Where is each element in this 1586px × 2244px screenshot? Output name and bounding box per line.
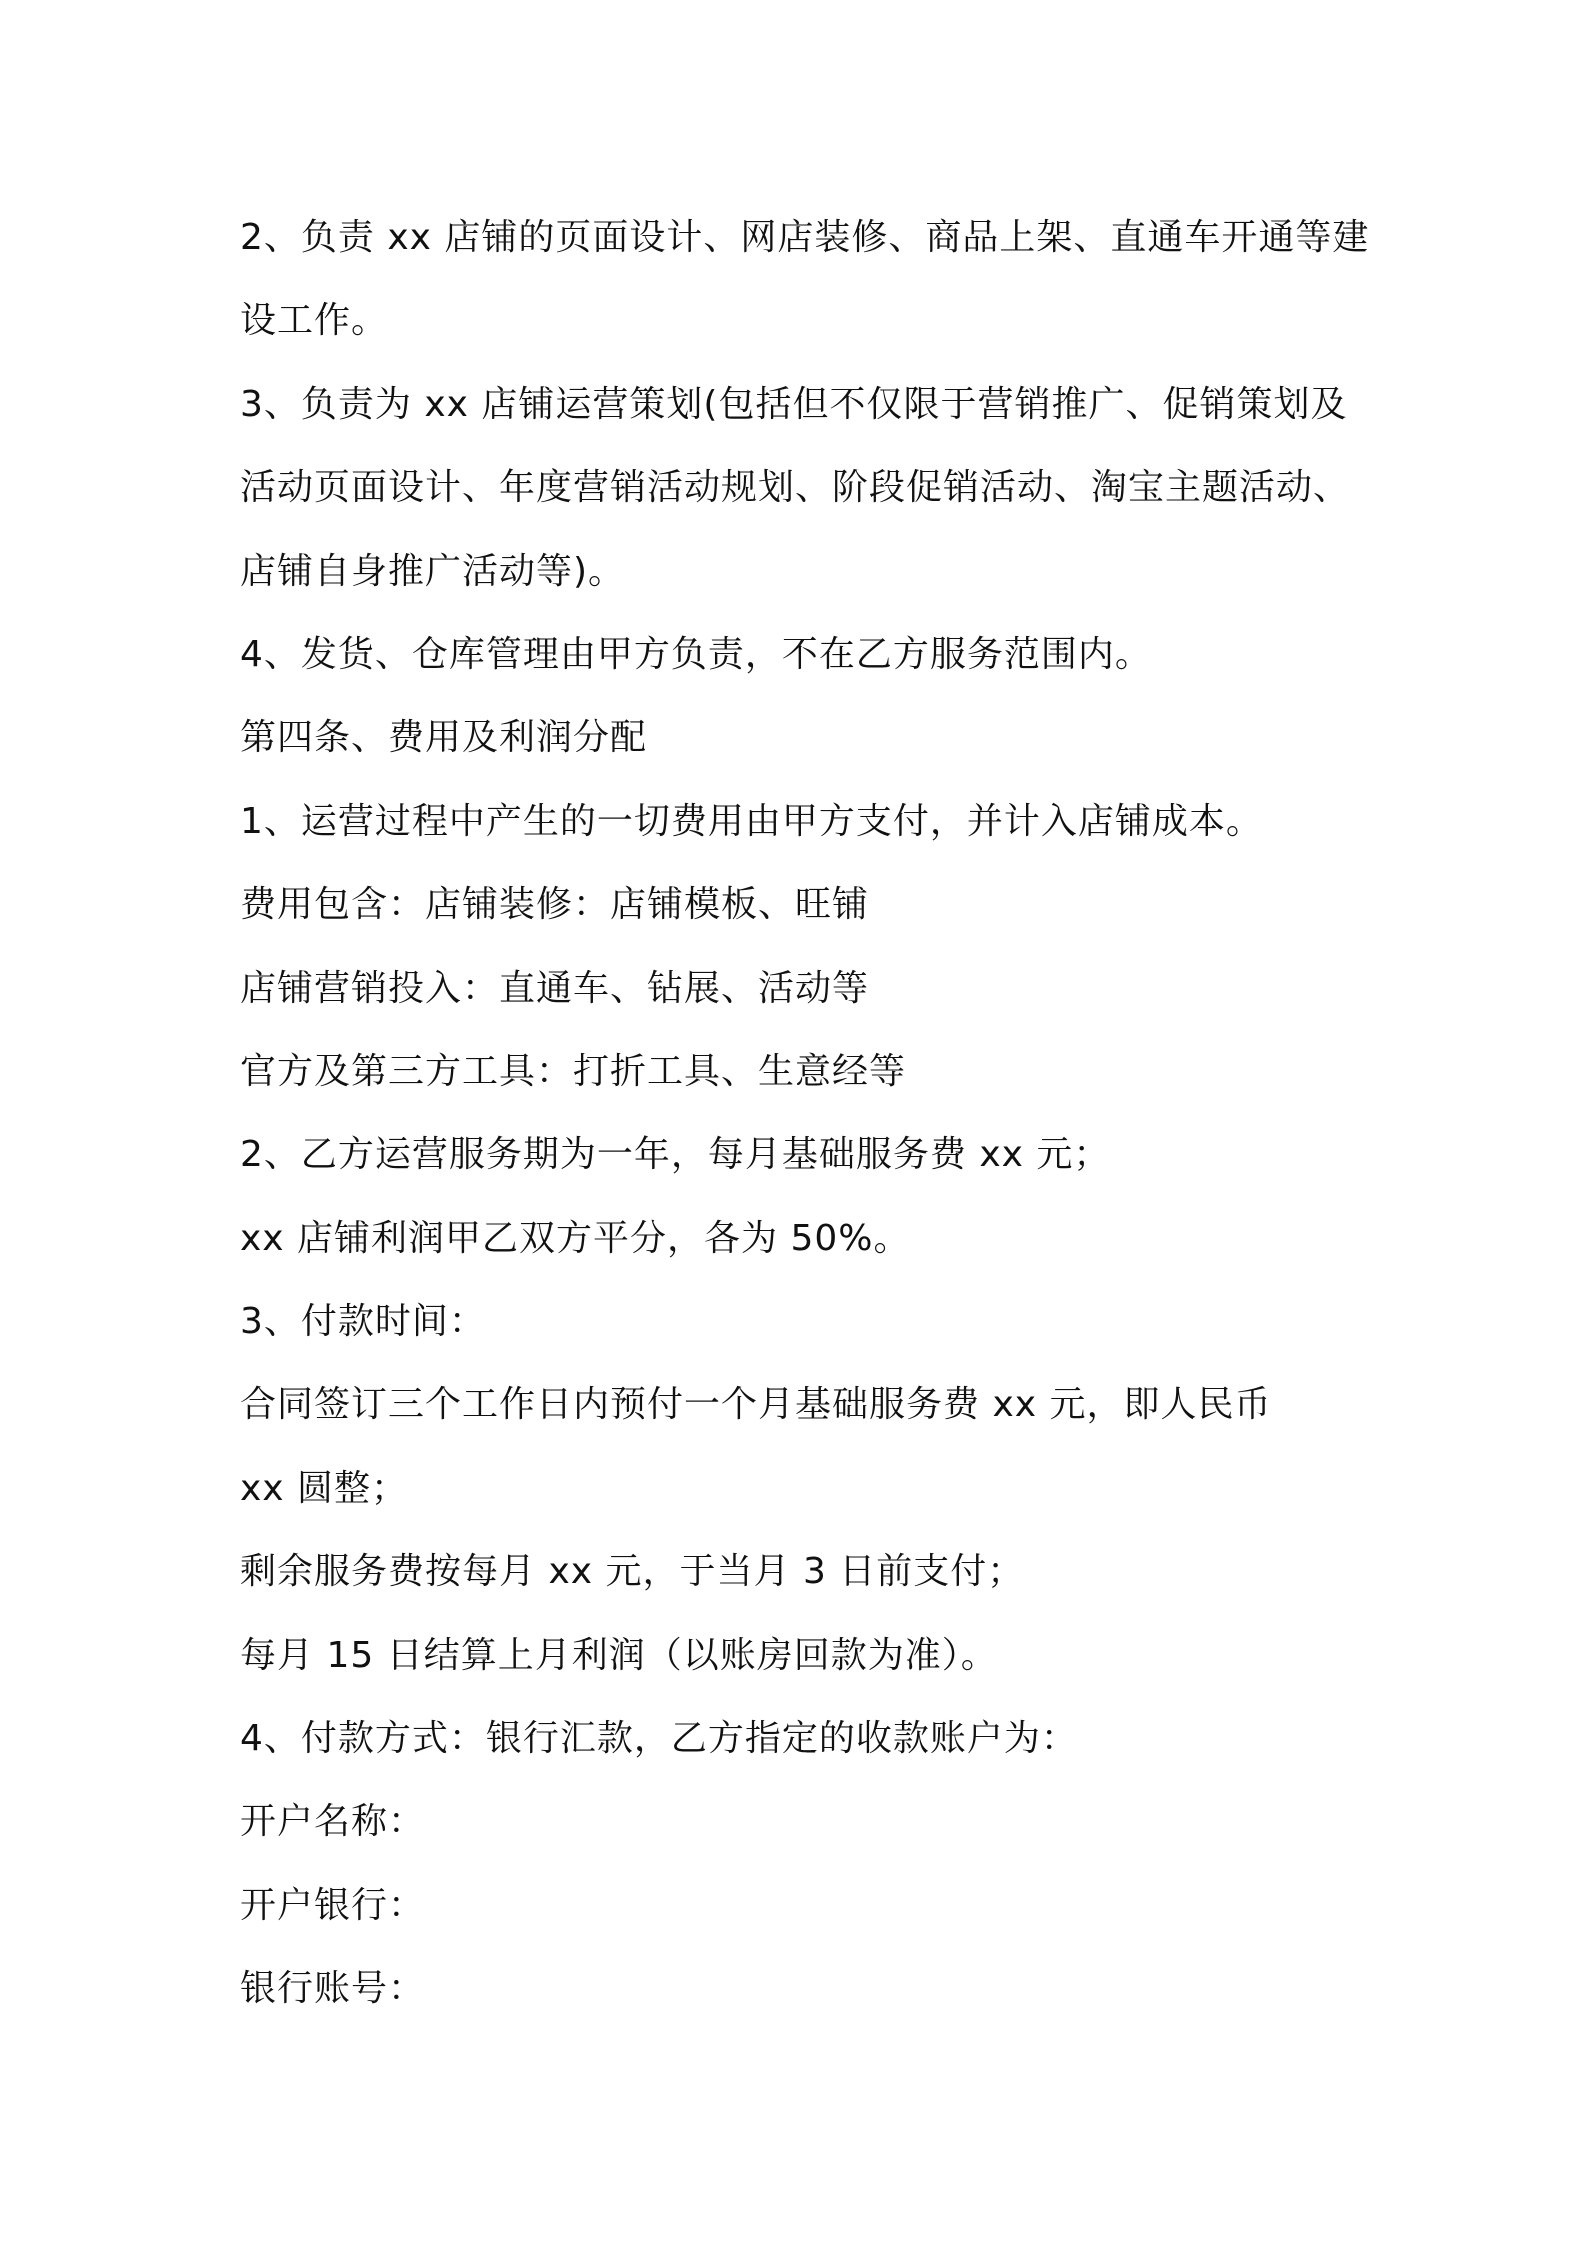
text-line: 1、运营过程中产生的一切费用由甲方支付，并计入店铺成本。 — [240, 800, 1263, 842]
text-line: xx 店铺利润甲乙双方平分，各为 50%。 — [240, 1217, 911, 1259]
text-line: 店铺自身推广活动等)。 — [240, 550, 626, 592]
text-line: 合同签订三个工作日内预付一个月基础服务费 xx 元，即人民币 — [240, 1384, 1272, 1426]
text-line: 剩余服务费按每月 xx 元，于当月 3 日前支付； — [240, 1551, 1025, 1593]
text-line: 4、付款方式：银行汇款，乙方指定的收款账户为： — [240, 1718, 1078, 1760]
account-name-label: 开户名称： — [240, 1801, 426, 1843]
text-line: 店铺营销投入：直通车、钻展、活动等 — [240, 967, 870, 1009]
text-line: 费用包含：店铺装修：店铺模板、旺铺 — [240, 884, 870, 926]
text-line: 官方及第三方工具：打折工具、生意经等 — [240, 1050, 907, 1092]
text-line: 4、发货、仓库管理由甲方负责，不在乙方服务范围内。 — [240, 633, 1152, 675]
text-line: xx 圆整； — [240, 1467, 409, 1509]
text-line: 3、负责为 xx 店铺运营策划(包括但不仅限于营销推广、促销策划及 — [240, 383, 1348, 425]
document-body — [240, 196, 1380, 2031]
text-line: 3、付款时间： — [240, 1301, 486, 1343]
text-line: 2、负责 xx 店铺的页面设计、网店装修、商品上架、直通车开通等建 — [240, 217, 1370, 258]
section-heading: 第四条、费用及利润分配 — [240, 717, 648, 759]
text-line: 2、乙方运营服务期为一年，每月基础服务费 xx 元； — [240, 1134, 1111, 1176]
text-line: 每月 15 日结算上月利润（以账房回款为准）。 — [240, 1634, 998, 1676]
text-line: 设工作。 — [240, 300, 389, 342]
account-number-label: 银行账号： — [240, 1968, 426, 2010]
text-line: 活动页面设计、年度营销活动规划、阶段促销活动、淘宝主题活动、 — [240, 467, 1351, 509]
account-bank-label: 开户银行： — [240, 1884, 426, 1926]
